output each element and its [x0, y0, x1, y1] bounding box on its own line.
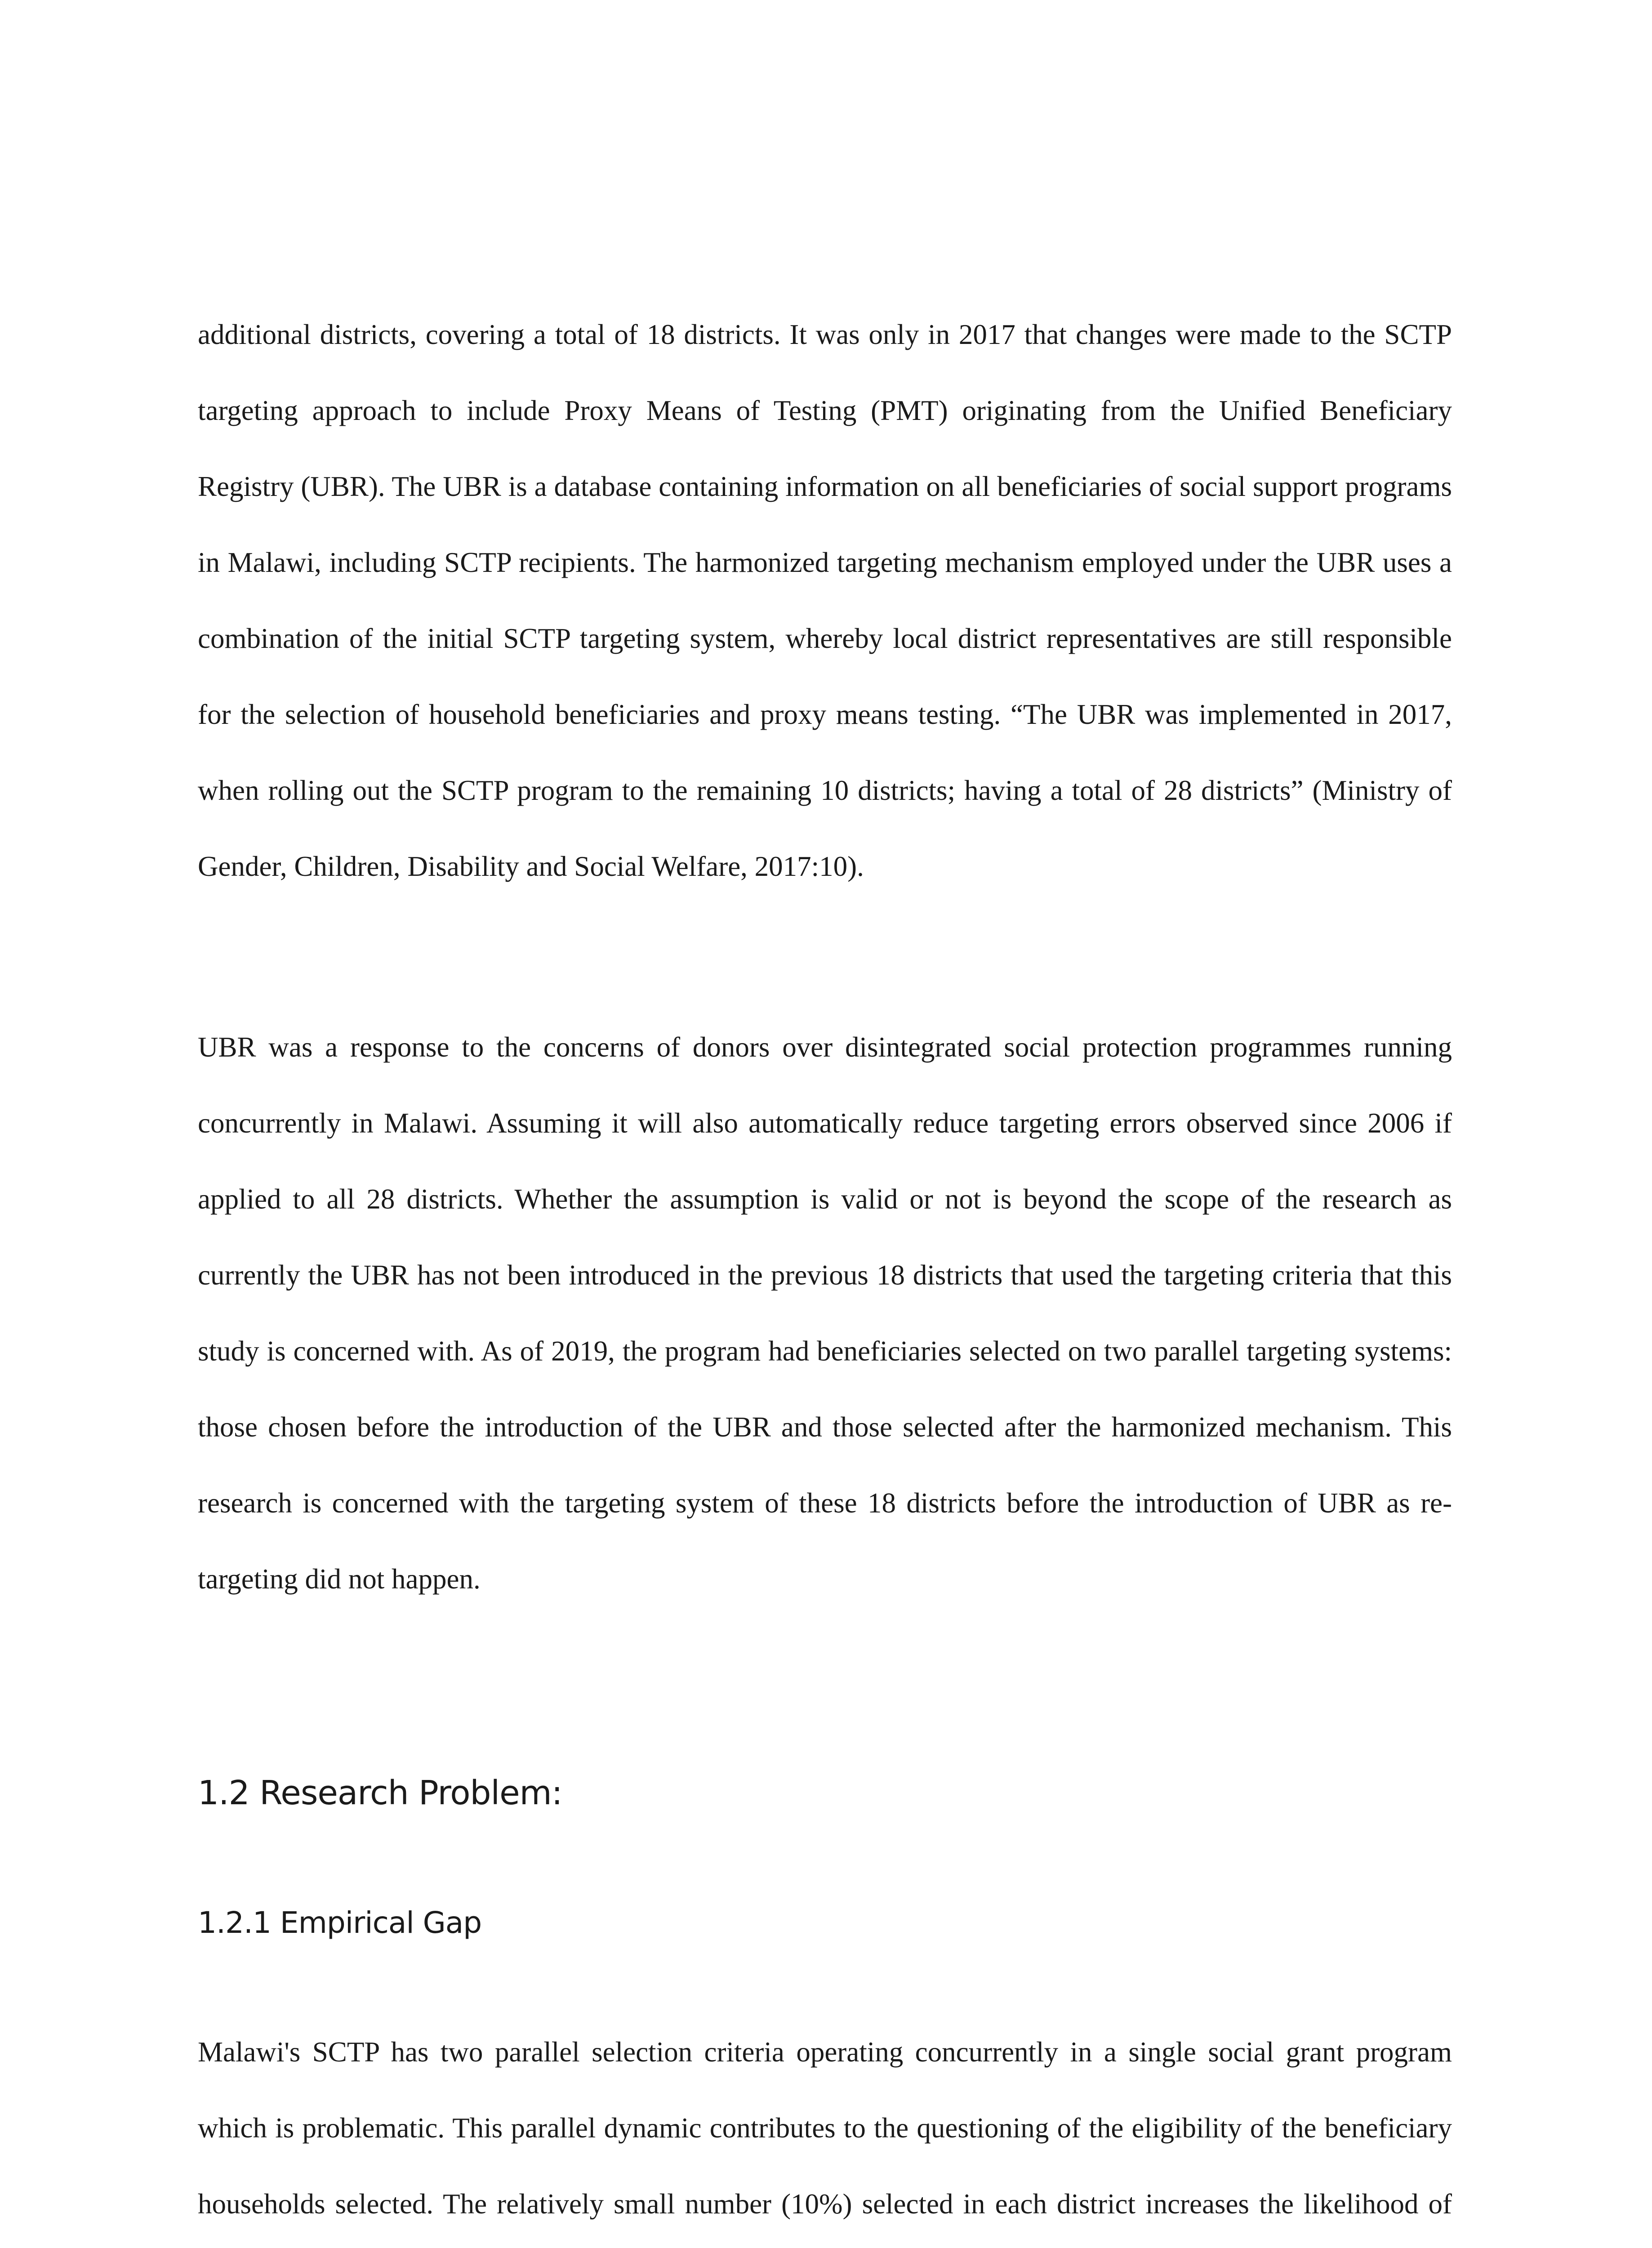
section-heading-research-problem: 1.2 Research Problem:: [198, 1774, 562, 1812]
subsection-heading-empirical-gap: 1.2.1 Empirical Gap: [198, 1905, 482, 1940]
paragraph-ubr-response: UBR was a response to the concerns of donors over disintegrated social protection programmes running concurrently in Malawi. Assuming it will also automatically reduce targeting errors observed since 2006 if applied to all 28 districts. Whether the assumption is valid or not is beyond the scope of the research as currently the UBR has not been introduced in the previous 18 districts that used the targeting criteria that this study is concerned with. As of 2019, the program had beneficiaries selected on two parallel targeting systems: those chosen before the introduction of the UBR and those selected after the harmonized mechanism. This research is concerned with the targeting system of these 18 districts before the introduction of UBR as re-targeting did not happen.: [198, 1031, 1452, 1595]
paragraph-ubr-introduction: additional districts, covering a total of 18 districts. It was only in 2017 that changes were made to the SCTP targeting approach to include Proxy Means of Testing (PMT) originating from the Unified Beneficiary Registry (UBR). The UBR is a database containing information on all beneficiaries of social support programs in Malawi, including SCTP recipients. The harmonized targeting mechanism employed under the UBR uses a combination of the initial SCTP targeting system, whereby local district representatives are still responsible for the selection of household beneficiaries and proxy means testing. “The UBR was implemented in 2017, when rolling out the SCTP program to the remaining 10 districts; having a total of 28 districts” (Ministry of Gender, Children, Disability and Social Welfare, 2017:10).: [198, 319, 1452, 882]
paragraph-empirical-gap: Malawi's SCTP has two parallel selection criteria operating concurrently in a single social grant program which is problematic. This parallel dynamic contributes to the questioning of the eligibility of the beneficiary households selected. The relatively small number (10%) selected in each district increases the likelihood of: [198, 2036, 1452, 2220]
